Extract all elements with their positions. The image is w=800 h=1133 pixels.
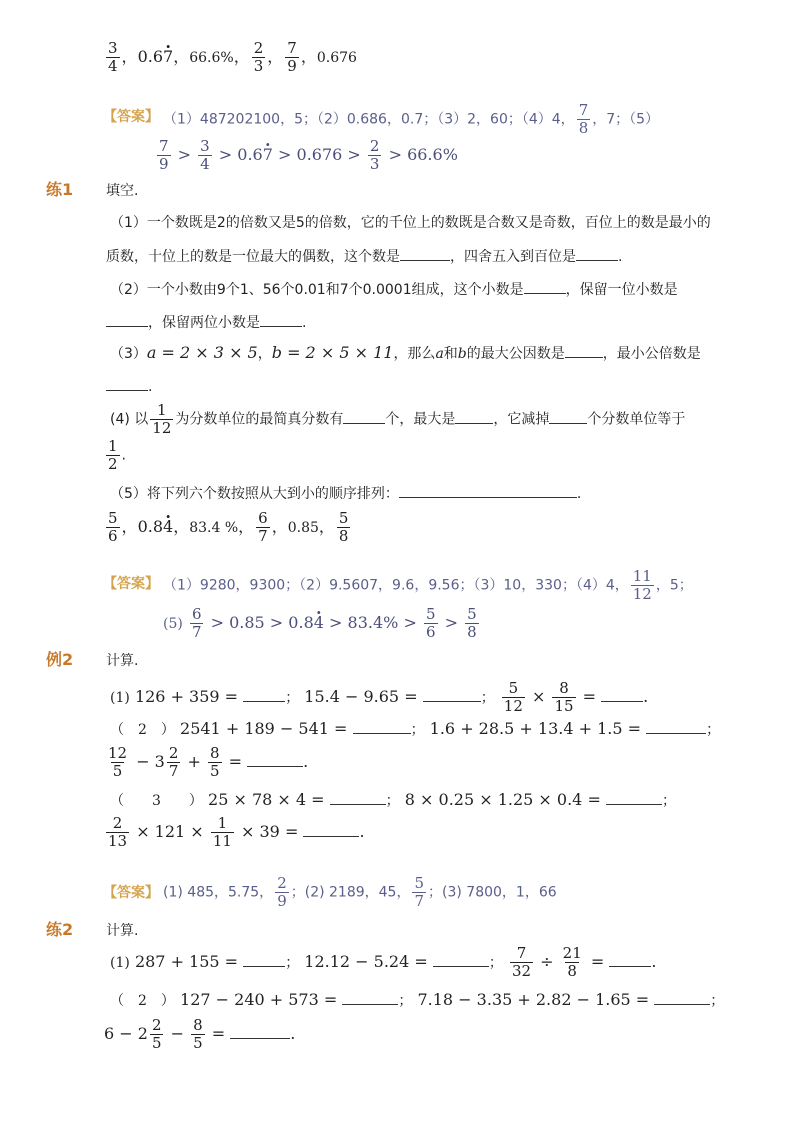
section-title: 填空. bbox=[106, 183, 139, 199]
answer-blank[interactable] bbox=[342, 990, 398, 1005]
calc-row: （ 2 ） 2541 + 189 − 541 = ； 1.6 + 28.5 + 13.4 + 1.5 = ； bbox=[110, 719, 721, 738]
calc-row: （ 2 ） 127 − 240 + 573 = ； 7.18 − 3.35 + 2.82 − 1.65 = ； bbox=[110, 990, 725, 1009]
fraction: $\frac{7}{9}$ bbox=[287, 39, 297, 75]
question-text: $\frac{1}{2}$ . bbox=[108, 437, 126, 473]
answer-blank[interactable] bbox=[524, 279, 566, 294]
answer-blank[interactable] bbox=[106, 312, 148, 327]
answer-blank[interactable] bbox=[423, 687, 481, 702]
answer-blank[interactable] bbox=[330, 790, 386, 805]
section-title: 计算. bbox=[106, 653, 139, 669]
question-text: （3）a = 2 × 3 × 5，b = 2 × 5 × 11，那么a和b的最大公因数是 ，最小公倍数是 bbox=[110, 343, 701, 362]
answer-line: （1）9280，9300；（2）9.5607，9.6，9.56；（3）10，330；（4）4， $\frac{11}{12}$ ，5； bbox=[163, 567, 693, 603]
answer-blank[interactable] bbox=[260, 312, 302, 327]
exercise-tag: 练1 bbox=[46, 180, 74, 199]
calc-row: (1) 287 + 155 = ； 12.12 − 5.24 = ； $\frac{7}{32}$ ÷ $\frac{21}{8}$ = . bbox=[110, 944, 657, 980]
calc-row: （ 3 ） 25 × 78 × 4 = ； 8 × 0.25 × 1.25 × 0.4 = ； bbox=[110, 790, 676, 809]
answer-blank[interactable] bbox=[243, 687, 285, 702]
section-title: 计算. bbox=[106, 923, 139, 939]
answer-line: （1）487202100，5；（2）0.686，0.7；（3）2，60；（4）4， $\frac{7}{8}$ ，7；（5） bbox=[163, 101, 660, 137]
answer-blank[interactable] bbox=[343, 409, 385, 424]
answer-blank[interactable] bbox=[399, 483, 577, 498]
answer-blank[interactable] bbox=[606, 790, 662, 805]
answer-blank[interactable] bbox=[433, 952, 489, 967]
answer-blank[interactable] bbox=[455, 409, 493, 424]
answer-blank[interactable] bbox=[303, 822, 359, 837]
question-text: ，保留两位小数是 . bbox=[106, 312, 306, 332]
answer-blank[interactable] bbox=[601, 687, 643, 702]
fraction: $\frac{2}{3}$ bbox=[253, 39, 264, 75]
answer-label: 【答案】 bbox=[103, 885, 159, 901]
answer-line: (1) 485，5.75， $\frac{2}{9}$ ；(2) 2189，45， $\frac{5}{7}$ ；(3) 7800，1，66 bbox=[163, 874, 557, 910]
answer-blank[interactable] bbox=[576, 246, 618, 261]
answer-blank[interactable] bbox=[353, 719, 411, 734]
answer-blank[interactable] bbox=[646, 719, 706, 734]
fraction: $\frac{11}{12}$ bbox=[632, 567, 652, 603]
answer-blank[interactable] bbox=[400, 246, 450, 261]
calc-row: $\frac{12}{5}$ − 3 $\frac{2}{7}$ + $\frac{8}{5}$ = . bbox=[108, 744, 309, 780]
question-text: （2）一个小数由9个1、56个0.01和7个0.0001组成，这个小数是 ，保留一位小数是 bbox=[110, 279, 678, 299]
calc-row: (1) 126 + 359 = ； 15.4 − 9.65 = ； $\frac{5}{12}$ × $\frac{8}{15}$ = . bbox=[110, 679, 649, 715]
fraction: $\frac{1}{12}$ bbox=[152, 401, 172, 437]
question-text: （1）一个数既是2的倍数又是5的倍数，它的千位上的数既是合数又是奇数，百位上的数是最小的 bbox=[110, 215, 711, 231]
answer-blank[interactable] bbox=[565, 343, 603, 358]
answer-blank[interactable] bbox=[243, 952, 285, 967]
repeating-decimal: 0.6· 7 bbox=[138, 47, 174, 66]
answer-inequality: $\frac{7}{9}$ > $\frac{3}{4}$ > 0.6· 7 > 0.676 > $\frac{2}{3}$ > 66.6% bbox=[155, 138, 458, 173]
calc-row: $\frac{2}{13}$ × 121 × $\frac{1}{11}$ × 39 = . bbox=[108, 814, 365, 850]
answer-label: 【答案】 bbox=[103, 109, 159, 125]
answer-inequality: (5) $\frac{6}{7}$ > 0.85 > 0.8· 4 > 83.4% > $\frac{5}{6}$ > $\frac{5}{8}$ bbox=[163, 606, 481, 641]
top-number-row: $\frac{3}{4}$ ，0.6· 7，66.6%， $\frac{2}{3}$ ， $\frac{7}{9}$ ，0.676 bbox=[104, 40, 357, 75]
question-text: . bbox=[106, 376, 152, 396]
question-text: 质数，十位上的数是一位最大的偶数，这个数是 ，四舍五入到百位是 . bbox=[106, 246, 622, 266]
answer-label: 【答案】 bbox=[103, 576, 159, 592]
question-text: (4) 以 $\frac{1}{12}$ 为分数单位的最简真分数有 个，最大是 ，它减掉 个分数单位等于 bbox=[110, 401, 686, 437]
fraction: $\frac{7}{8}$ bbox=[578, 101, 589, 137]
fraction: $\frac{3}{4}$ bbox=[108, 39, 118, 75]
example-tag: 例2 bbox=[46, 650, 74, 669]
answer-blank[interactable] bbox=[549, 409, 587, 424]
calc-row: 6 − 2 $\frac{2}{5}$ − $\frac{8}{5}$ = . bbox=[104, 1016, 296, 1052]
answer-blank[interactable] bbox=[609, 952, 651, 967]
number-row: $\frac{5}{6}$ ，0.8· 4，83.4 %， $\frac{6}{7}$ ，0.85， $\frac{5}{8}$ bbox=[104, 510, 352, 545]
answer-blank[interactable] bbox=[106, 376, 148, 391]
question-text: （5）将下列六个数按照从大到小的顺序排列： . bbox=[110, 483, 581, 503]
answer-blank[interactable] bbox=[247, 752, 303, 767]
fraction: $\frac{1}{2}$ bbox=[108, 437, 118, 473]
answer-blank[interactable] bbox=[654, 990, 710, 1005]
answer-blank[interactable] bbox=[230, 1024, 290, 1039]
exercise-tag: 练2 bbox=[46, 920, 74, 939]
